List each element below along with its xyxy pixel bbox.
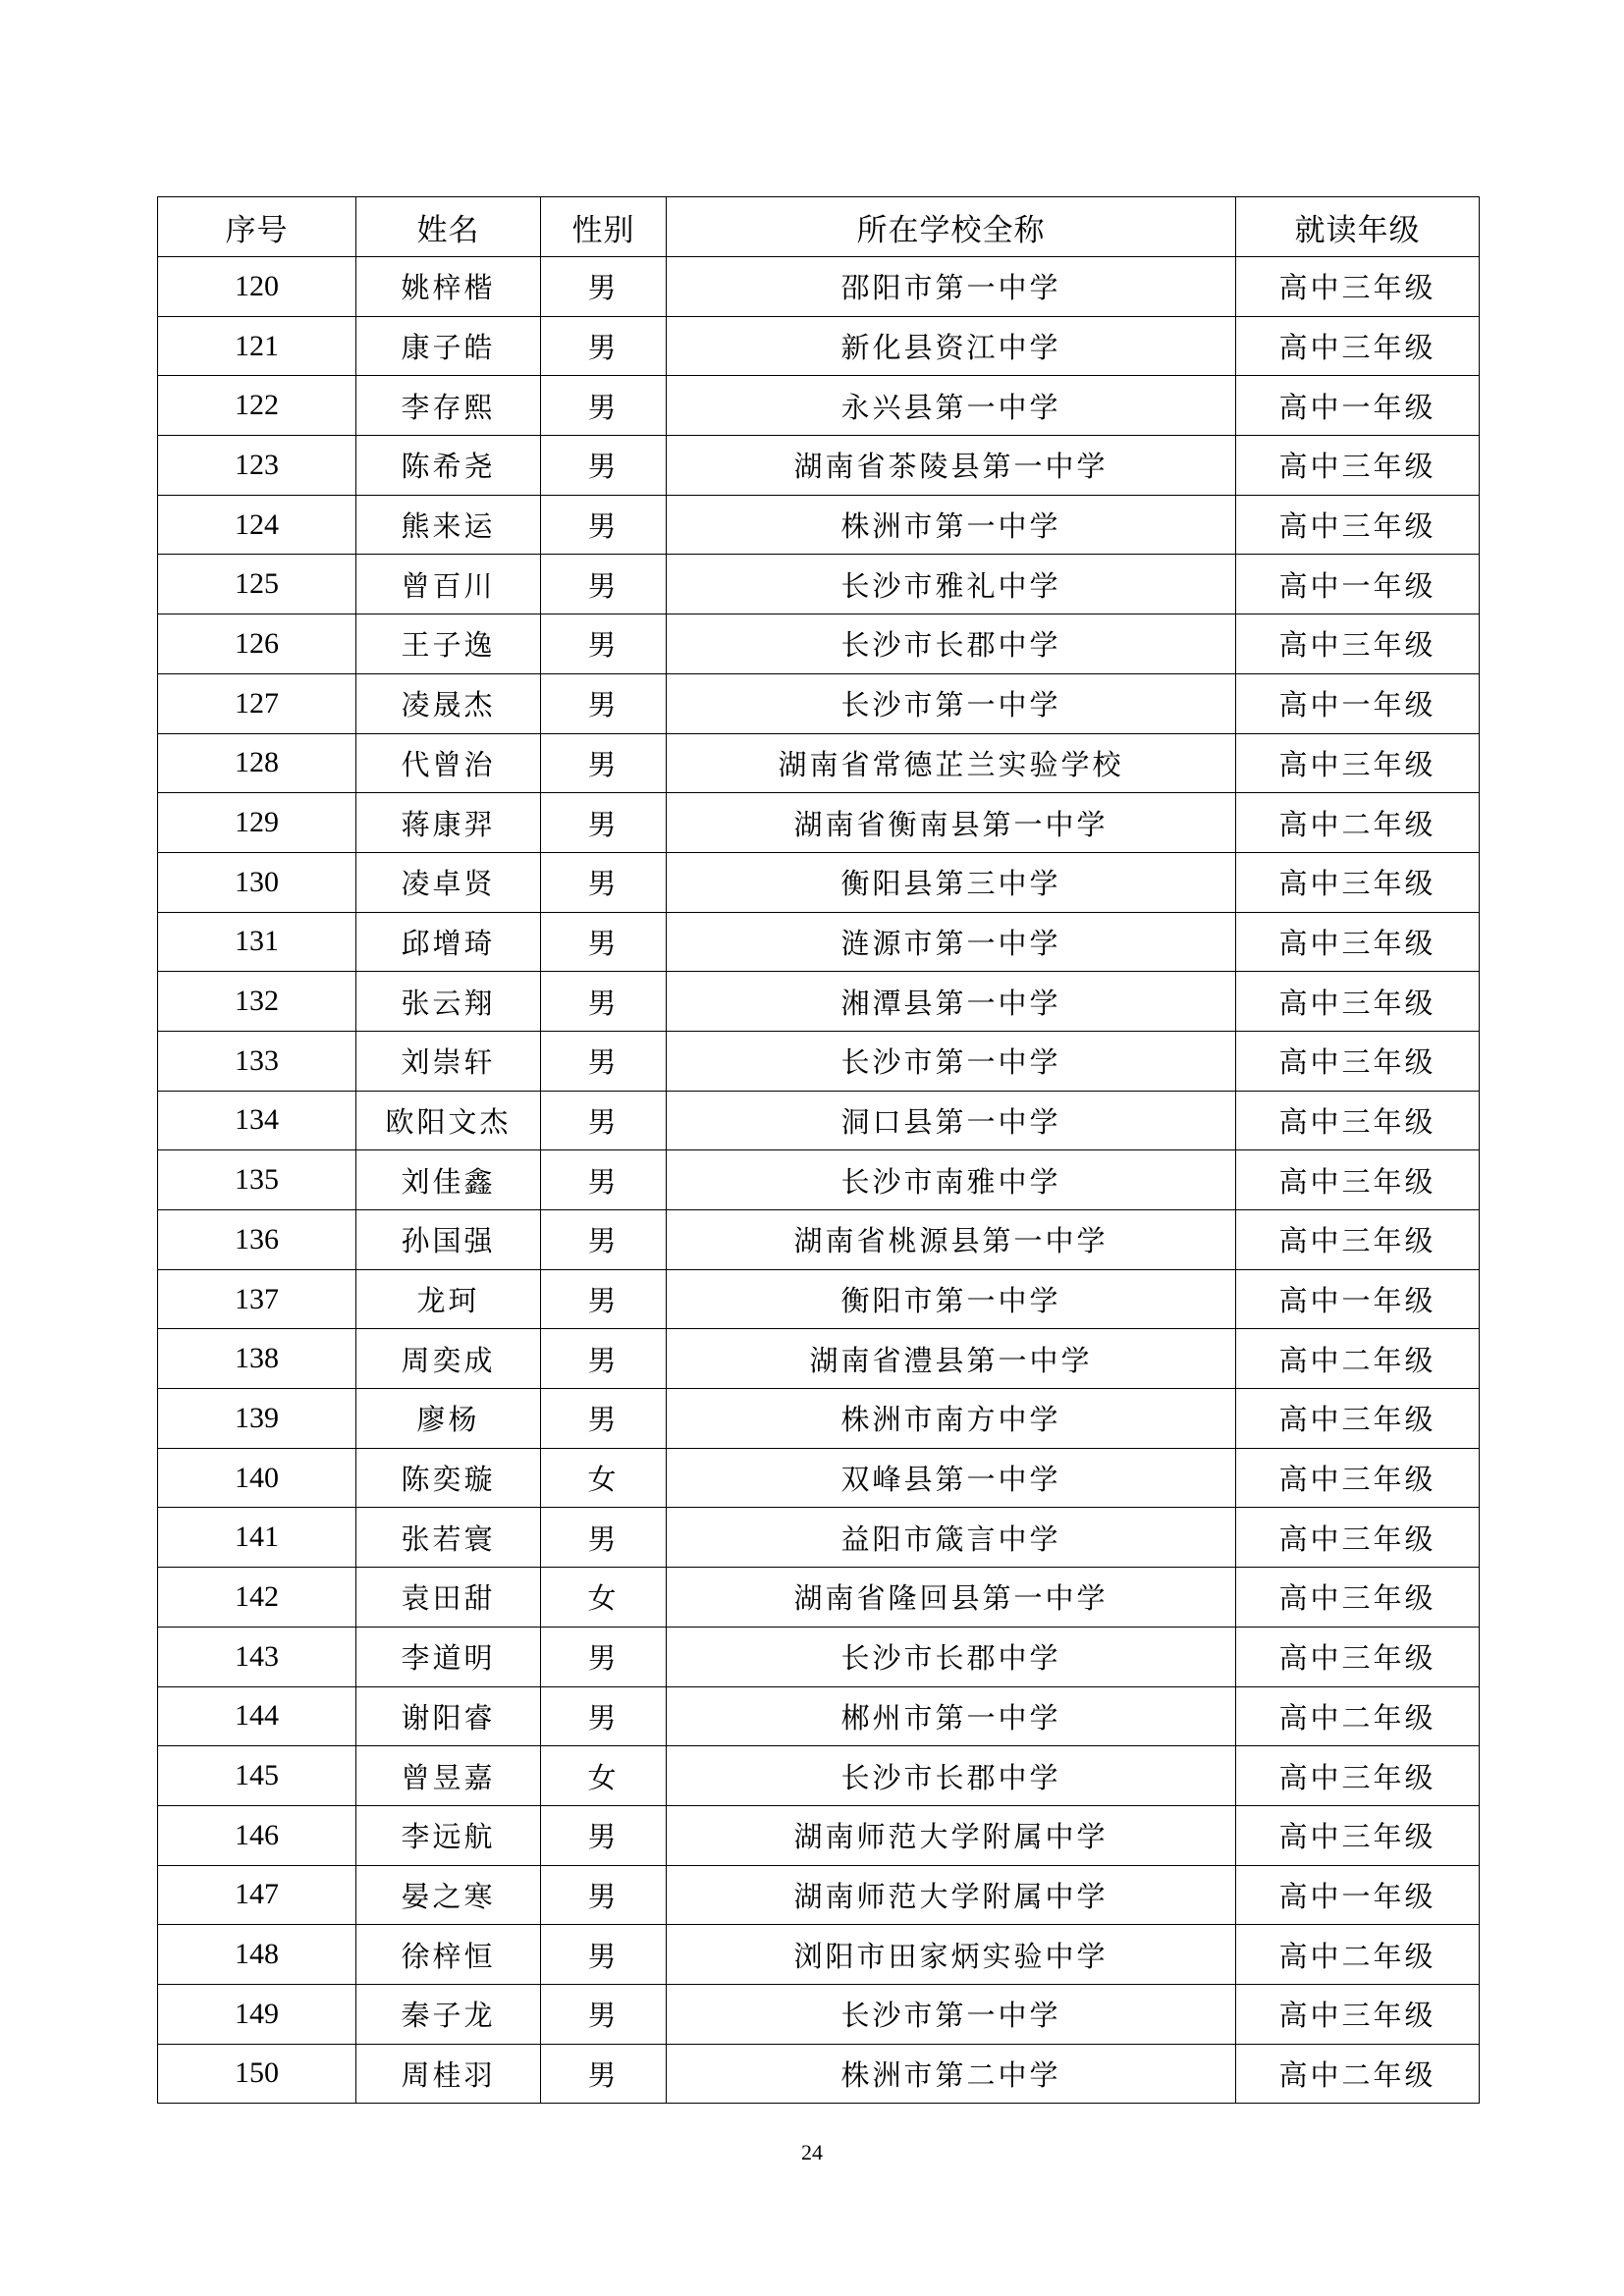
cell-school: 洞口县第一中学: [667, 1091, 1236, 1150]
cell-seq: 125: [158, 555, 356, 614]
cell-grade: 高中三年级: [1236, 257, 1480, 317]
cell-seq: 129: [158, 793, 356, 853]
cell-school: 衡阳市第一中学: [667, 1269, 1236, 1329]
cell-school: 株洲市南方中学: [667, 1389, 1236, 1449]
cell-grade: 高中三年级: [1236, 495, 1480, 555]
cell-name: 熊来运: [356, 495, 541, 555]
cell-seq: 122: [158, 376, 356, 436]
cell-name: 李远航: [356, 1805, 541, 1865]
table-row: [158, 614, 1480, 674]
cell-school: 湘潭县第一中学: [667, 972, 1236, 1032]
cell-school: 湖南省隆回县第一中学: [667, 1568, 1236, 1628]
cell-seq: 131: [158, 912, 356, 972]
cell-gender: 男: [541, 1269, 667, 1329]
cell-seq: 140: [158, 1448, 356, 1508]
cell-school: 湖南师范大学附属中学: [667, 1805, 1236, 1865]
cell-gender: 男: [541, 1925, 667, 1985]
table-row: [158, 1865, 1480, 1925]
cell-school: 长沙市第一中学: [667, 673, 1236, 733]
cell-name: 康子皓: [356, 316, 541, 376]
cell-gender: 男: [541, 912, 667, 972]
cell-school: 涟源市第一中学: [667, 912, 1236, 972]
table-row: [158, 852, 1480, 912]
table-row: [158, 972, 1480, 1032]
cell-seq: 126: [158, 614, 356, 674]
cell-gender: 男: [541, 1508, 667, 1568]
cell-name: 张若寰: [356, 1508, 541, 1568]
table-row: [158, 1150, 1480, 1210]
cell-gender: 男: [541, 673, 667, 733]
cell-name: 晏之寒: [356, 1865, 541, 1925]
cell-grade: 高中一年级: [1236, 376, 1480, 436]
cell-name: 邱增琦: [356, 912, 541, 972]
cell-school: 浏阳市田家炳实验中学: [667, 1925, 1236, 1985]
header-gender: 性别: [541, 197, 667, 257]
cell-name: 廖杨: [356, 1389, 541, 1449]
table-row: [158, 436, 1480, 496]
table-row: [158, 1269, 1480, 1329]
cell-name: 刘佳鑫: [356, 1150, 541, 1210]
cell-grade: 高中一年级: [1236, 555, 1480, 614]
cell-grade: 高中一年级: [1236, 673, 1480, 733]
cell-gender: 男: [541, 1627, 667, 1686]
cell-seq: 147: [158, 1865, 356, 1925]
table-row: [158, 1568, 1480, 1628]
cell-grade: 高中三年级: [1236, 1150, 1480, 1210]
cell-gender: 男: [541, 1865, 667, 1925]
table-row: [158, 912, 1480, 972]
cell-name: 凌晟杰: [356, 673, 541, 733]
table-row: [158, 1329, 1480, 1389]
cell-name: 王子逸: [356, 614, 541, 674]
table-row: [158, 1389, 1480, 1449]
table-row: [158, 1805, 1480, 1865]
cell-gender: 男: [541, 1150, 667, 1210]
table-row: [158, 1448, 1480, 1508]
cell-school: 株洲市第一中学: [667, 495, 1236, 555]
cell-grade: 高中三年级: [1236, 1031, 1480, 1091]
cell-gender: 男: [541, 1210, 667, 1270]
cell-grade: 高中二年级: [1236, 2044, 1480, 2104]
cell-name: 蒋康羿: [356, 793, 541, 853]
cell-school: 郴州市第一中学: [667, 1686, 1236, 1746]
cell-seq: 128: [158, 733, 356, 793]
cell-school: 长沙市长郡中学: [667, 614, 1236, 674]
cell-grade: 高中三年级: [1236, 316, 1480, 376]
cell-school: 湖南省桃源县第一中学: [667, 1210, 1236, 1270]
cell-seq: 138: [158, 1329, 356, 1389]
cell-gender: 男: [541, 1091, 667, 1150]
cell-grade: 高中三年级: [1236, 1508, 1480, 1568]
table-header-row: [158, 197, 1480, 257]
cell-seq: 150: [158, 2044, 356, 2104]
cell-gender: 男: [541, 852, 667, 912]
cell-grade: 高中三年级: [1236, 852, 1480, 912]
cell-gender: 男: [541, 257, 667, 317]
cell-gender: 男: [541, 1031, 667, 1091]
table-row: [158, 1984, 1480, 2044]
cell-gender: 男: [541, 972, 667, 1032]
table-row: [158, 1925, 1480, 1985]
cell-seq: 135: [158, 1150, 356, 1210]
cell-grade: 高中三年级: [1236, 1746, 1480, 1806]
cell-seq: 130: [158, 852, 356, 912]
cell-name: 陈奕璇: [356, 1448, 541, 1508]
cell-school: 湖南省常德芷兰实验学校: [667, 733, 1236, 793]
table-row: [158, 1031, 1480, 1091]
cell-seq: 136: [158, 1210, 356, 1270]
header-name: 姓名: [356, 197, 541, 257]
table-row: [158, 495, 1480, 555]
cell-name: 曾百川: [356, 555, 541, 614]
header-grade: 就读年级: [1236, 197, 1480, 257]
table-row: [158, 1746, 1480, 1806]
cell-seq: 144: [158, 1686, 356, 1746]
roster-table: [157, 196, 1480, 2104]
table-row: [158, 733, 1480, 793]
cell-school: 双峰县第一中学: [667, 1448, 1236, 1508]
cell-grade: 高中三年级: [1236, 436, 1480, 496]
cell-seq: 148: [158, 1925, 356, 1985]
cell-name: 谢阳睿: [356, 1686, 541, 1746]
cell-grade: 高中三年级: [1236, 1627, 1480, 1686]
cell-seq: 137: [158, 1269, 356, 1329]
cell-seq: 146: [158, 1805, 356, 1865]
table-row: [158, 376, 1480, 436]
cell-school: 新化县资江中学: [667, 316, 1236, 376]
cell-school: 长沙市第一中学: [667, 1031, 1236, 1091]
cell-name: 代曾治: [356, 733, 541, 793]
cell-grade: 高中三年级: [1236, 1568, 1480, 1628]
cell-gender: 男: [541, 793, 667, 853]
table-row: [158, 555, 1480, 614]
cell-grade: 高中二年级: [1236, 1686, 1480, 1746]
cell-gender: 男: [541, 614, 667, 674]
page-number: 24: [801, 2140, 823, 2164]
cell-seq: 121: [158, 316, 356, 376]
cell-gender: 女: [541, 1568, 667, 1628]
cell-name: 徐梓恒: [356, 1925, 541, 1985]
cell-seq: 124: [158, 495, 356, 555]
cell-name: 曾昱嘉: [356, 1746, 541, 1806]
cell-name: 龙珂: [356, 1269, 541, 1329]
cell-grade: 高中三年级: [1236, 1448, 1480, 1508]
cell-grade: 高中三年级: [1236, 1984, 1480, 2044]
cell-seq: 143: [158, 1627, 356, 1686]
cell-gender: 男: [541, 2044, 667, 2104]
cell-name: 李道明: [356, 1627, 541, 1686]
cell-gender: 女: [541, 1746, 667, 1806]
table-row: [158, 673, 1480, 733]
table-row: [158, 793, 1480, 853]
cell-school: 永兴县第一中学: [667, 376, 1236, 436]
cell-gender: 男: [541, 376, 667, 436]
cell-name: 凌卓贤: [356, 852, 541, 912]
table-row: [158, 1508, 1480, 1568]
cell-grade: 高中三年级: [1236, 1091, 1480, 1150]
table-row: [158, 2044, 1480, 2104]
cell-grade: 高中三年级: [1236, 972, 1480, 1032]
cell-grade: 高中一年级: [1236, 1269, 1480, 1329]
cell-gender: 男: [541, 436, 667, 496]
cell-name: 陈希尧: [356, 436, 541, 496]
cell-school: 长沙市南雅中学: [667, 1150, 1236, 1210]
cell-school: 株洲市第二中学: [667, 2044, 1236, 2104]
cell-name: 欧阳文杰: [356, 1091, 541, 1150]
table-row: [158, 1686, 1480, 1746]
cell-gender: 男: [541, 555, 667, 614]
cell-gender: 男: [541, 1329, 667, 1389]
cell-gender: 男: [541, 1686, 667, 1746]
cell-gender: 女: [541, 1448, 667, 1508]
cell-school: 衡阳县第三中学: [667, 852, 1236, 912]
cell-gender: 男: [541, 495, 667, 555]
cell-school: 邵阳市第一中学: [667, 257, 1236, 317]
cell-name: 周奕成: [356, 1329, 541, 1389]
cell-grade: 高中三年级: [1236, 614, 1480, 674]
cell-school: 长沙市第一中学: [667, 1984, 1236, 2044]
cell-name: 秦子龙: [356, 1984, 541, 2044]
cell-school: 湖南省澧县第一中学: [667, 1329, 1236, 1389]
cell-school: 益阳市箴言中学: [667, 1508, 1236, 1568]
cell-grade: 高中三年级: [1236, 1210, 1480, 1270]
cell-grade: 高中三年级: [1236, 1389, 1480, 1449]
header-seq: 序号: [158, 197, 356, 257]
cell-seq: 139: [158, 1389, 356, 1449]
cell-seq: 142: [158, 1568, 356, 1628]
cell-school: 长沙市雅礼中学: [667, 555, 1236, 614]
cell-school: 湖南省衡南县第一中学: [667, 793, 1236, 853]
cell-name: 张云翔: [356, 972, 541, 1032]
cell-grade: 高中三年级: [1236, 912, 1480, 972]
cell-grade: 高中二年级: [1236, 793, 1480, 853]
cell-school: 长沙市长郡中学: [667, 1746, 1236, 1806]
cell-name: 李存熙: [356, 376, 541, 436]
cell-seq: 123: [158, 436, 356, 496]
cell-seq: 127: [158, 673, 356, 733]
cell-name: 姚梓楷: [356, 257, 541, 317]
cell-seq: 132: [158, 972, 356, 1032]
header-school: 所在学校全称: [667, 197, 1236, 257]
cell-school: 长沙市长郡中学: [667, 1627, 1236, 1686]
cell-gender: 男: [541, 733, 667, 793]
cell-name: 刘崇轩: [356, 1031, 541, 1091]
table-row: [158, 1627, 1480, 1686]
cell-name: 孙国强: [356, 1210, 541, 1270]
cell-gender: 男: [541, 1984, 667, 2044]
cell-school: 湖南省茶陵县第一中学: [667, 436, 1236, 496]
cell-seq: 145: [158, 1746, 356, 1806]
cell-seq: 120: [158, 257, 356, 317]
cell-grade: 高中二年级: [1236, 1925, 1480, 1985]
table-body: [158, 257, 1480, 2104]
cell-seq: 134: [158, 1091, 356, 1150]
cell-grade: 高中二年级: [1236, 1329, 1480, 1389]
table-row: [158, 1091, 1480, 1150]
cell-seq: 141: [158, 1508, 356, 1568]
cell-grade: 高中三年级: [1236, 733, 1480, 793]
table-row: [158, 257, 1480, 317]
cell-grade: 高中三年级: [1236, 1805, 1480, 1865]
cell-gender: 男: [541, 316, 667, 376]
cell-grade: 高中一年级: [1236, 1865, 1480, 1925]
table-row: [158, 316, 1480, 376]
cell-name: 周桂羽: [356, 2044, 541, 2104]
cell-name: 袁田甜: [356, 1568, 541, 1628]
table-row: [158, 1210, 1480, 1270]
cell-gender: 男: [541, 1389, 667, 1449]
cell-seq: 149: [158, 1984, 356, 2044]
cell-seq: 133: [158, 1031, 356, 1091]
cell-gender: 男: [541, 1805, 667, 1865]
cell-school: 湖南师范大学附属中学: [667, 1865, 1236, 1925]
